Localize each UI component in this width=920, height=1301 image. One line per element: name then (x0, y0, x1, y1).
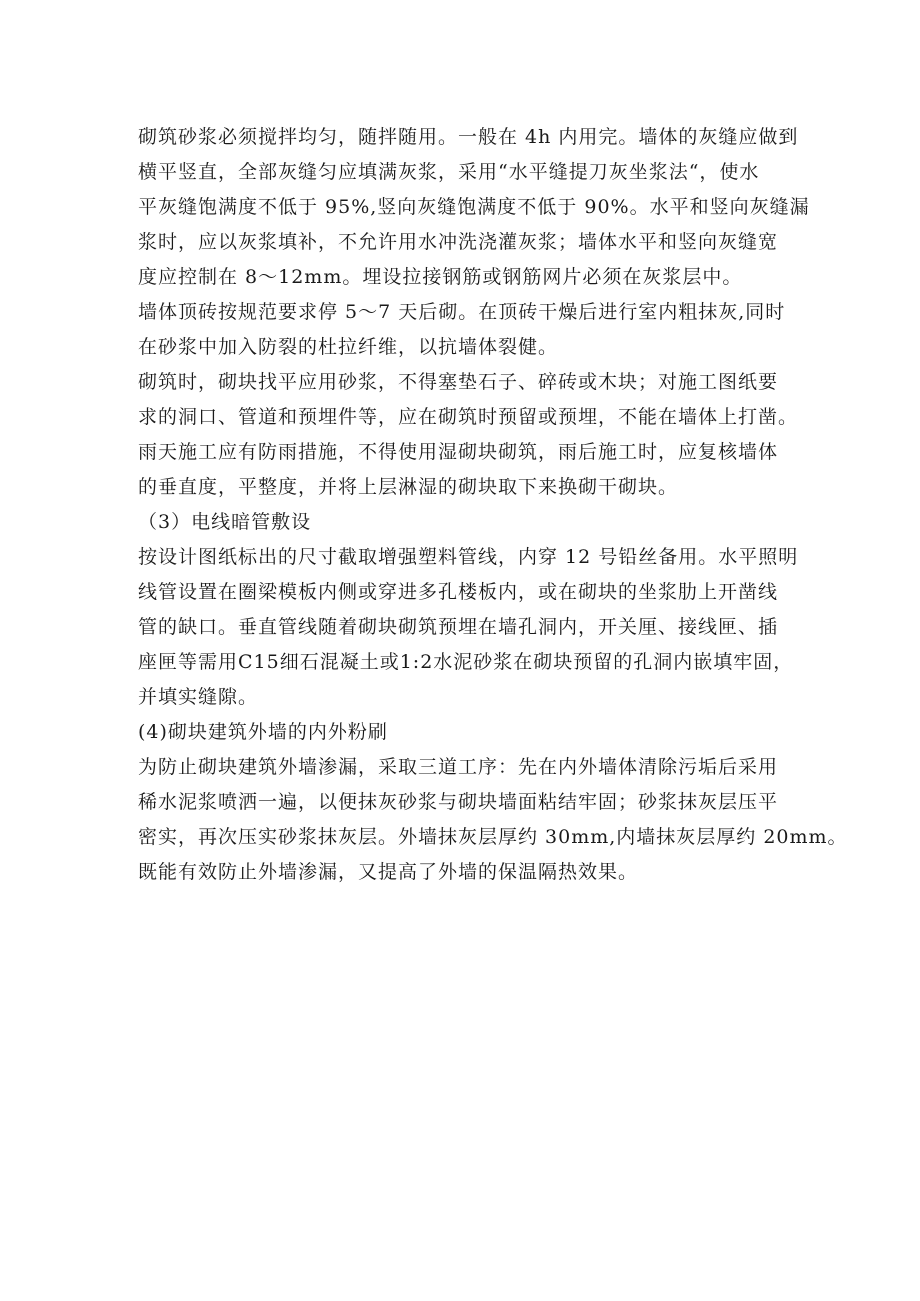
paragraph-plastering (138, 750, 848, 890)
text-line: 在砂浆中加入防裂的杜拉纤维，以抗墙体裂健。 (138, 336, 559, 358)
text-line: 砌筑砂浆必须搅拌均匀，随拌随用。一般在 4h 内用完。墙体的灰缝应做到 (138, 126, 799, 148)
text-line: 稀水泥浆喷洒一遍，以便抹灰砂浆与砌块墙面粘结牢固；砂浆抹灰层压平 (138, 791, 779, 813)
text-line: 砌筑时，砌块找平应用砂浆，不得塞垫石子、碎砖或木块；对施工图纸要 (138, 371, 779, 393)
text-line: 的垂直度，平整度，并将上层淋湿的砌块取下来换砌干砌块。 (138, 476, 679, 498)
text-line: 座匣等需用C15细石混凝土或1:2水泥砂浆在砌块预留的孔洞内嵌填牢固， (138, 651, 794, 673)
text-line: 度应控制在 8～12mm。埋设拉接钢筋或钢筋网片必须在灰浆层中。 (138, 266, 743, 288)
paragraph-mortar-mixing (138, 120, 810, 295)
text-line: 求的洞口、管道和预埋件等，应在砌筑时预留或预埋，不能在墙体上打凿。 (138, 406, 799, 428)
text-line: 线管设置在圈梁模板内侧或穿进多孔楼板内，或在砌块的坐浆肋上开凿线 (138, 581, 779, 603)
text-line: 既能有效防止外墙渗漏，又提高了外墙的保温隔热效果。 (138, 861, 639, 883)
section-heading-conduit: （3）电线暗管敷设 (138, 511, 312, 533)
text-line: 密实，再次压实砂浆抹灰层。外墙抹灰层厚约 30mm,内墙抹灰层厚约 20mm。 (138, 826, 848, 848)
paragraph-conduit (138, 540, 798, 715)
text-line: 平灰缝饱满度不低于 95%,竖向灰缝饱满度不低于 90%。水平和竖向灰缝漏 (138, 196, 810, 218)
document-body (138, 120, 848, 890)
paragraph-top-brick (138, 295, 798, 365)
text-line: 按设计图纸标出的尺寸截取增强塑料管线，内穿 12 号铅丝备用。水平照明 (138, 546, 799, 568)
text-line: 管的缺口。垂直管线随着砌块砌筑预埋在墙孔洞内，开关厘、接线匣、插 (138, 616, 779, 638)
section-heading-plastering: (4)砌块建筑外墙的内外粉刷 (138, 721, 388, 743)
paragraph-masonry (138, 365, 798, 505)
text-line: 墙体顶砖按规范要求停 5～7 天后砌。在顶砖干燥后进行室内粗抹灰,同时 (138, 301, 786, 323)
text-line: 雨天施工应有防雨措施，不得使用湿砌块砌筑，雨后施工时，应复核墙体 (138, 441, 779, 463)
text-line: 横平竖直，全部灰缝匀应填满灰浆，采用“水平缝提刀灰坐浆法“，使水 (138, 161, 760, 183)
text-line: 浆时，应以灰浆填补，不允许用水冲洗浇灌灰浆；墙体水平和竖向灰缝宽 (138, 231, 779, 253)
text-line: 为防止砌块建筑外墙渗漏，采取三道工序：先在内外墙体清除污垢后采用 (138, 756, 779, 778)
text-line: 并填实缝隙。 (138, 686, 259, 708)
